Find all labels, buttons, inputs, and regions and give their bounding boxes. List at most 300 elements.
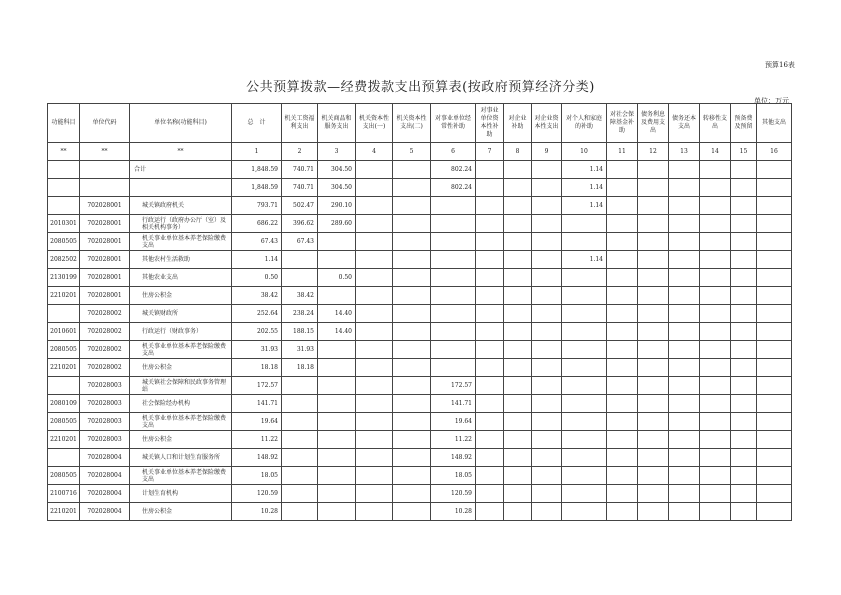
amount-cell [393, 269, 431, 287]
amount-cell: 304.50 [318, 179, 356, 197]
function-code-cell [48, 197, 80, 215]
amount-cell [638, 233, 669, 251]
amount-cell [282, 467, 318, 485]
amount-cell [669, 467, 700, 485]
function-code-cell [48, 161, 80, 179]
amount-cell: 802.24 [431, 179, 476, 197]
column-header: 机关商品和服务支出 [318, 104, 356, 143]
amount-cell [700, 503, 731, 521]
amount-cell [476, 449, 504, 467]
unit-name-cell: 住房公积金 [130, 503, 232, 521]
amount-cell [638, 287, 669, 305]
column-header: 对社会保障基金补助 [607, 104, 638, 143]
amount-cell [393, 179, 431, 197]
unit-name-cell: 住房公积金 [130, 431, 232, 449]
amount-cell [282, 395, 318, 413]
amount-cell [757, 305, 792, 323]
amount-cell [700, 377, 731, 395]
amount-cell [476, 413, 504, 431]
table-row [48, 251, 792, 269]
amount-cell [731, 503, 757, 521]
amount-cell [731, 197, 757, 215]
amount-cell [356, 269, 393, 287]
amount-cell: 1.14 [232, 251, 282, 269]
amount-cell [532, 395, 562, 413]
amount-cell [700, 359, 731, 377]
unit-name-cell: 城关镇人口和计划生育服务所 [130, 449, 232, 467]
amount-cell [393, 323, 431, 341]
amount-cell [504, 197, 532, 215]
amount-cell [532, 503, 562, 521]
column-header: 单位名称(功能科目) [130, 104, 232, 143]
amount-cell [356, 179, 393, 197]
amount-cell: 396.62 [282, 215, 318, 233]
amount-cell: 1.14 [562, 197, 607, 215]
amount-cell [731, 449, 757, 467]
amount-cell [318, 233, 356, 251]
amount-cell [431, 269, 476, 287]
amount-cell [504, 467, 532, 485]
amount-cell [757, 251, 792, 269]
table-row [48, 485, 792, 503]
amount-cell [532, 449, 562, 467]
amount-cell [700, 233, 731, 251]
amount-cell [731, 233, 757, 251]
amount-cell [669, 305, 700, 323]
amount-cell [504, 251, 532, 269]
amount-cell [532, 413, 562, 431]
amount-cell [476, 215, 504, 233]
amount-cell: 141.71 [431, 395, 476, 413]
amount-cell: 0.50 [232, 269, 282, 287]
amount-cell [731, 413, 757, 431]
amount-cell [700, 287, 731, 305]
amount-cell [562, 215, 607, 233]
amount-cell [532, 269, 562, 287]
table-body [48, 143, 792, 521]
amount-cell [318, 287, 356, 305]
amount-cell [532, 359, 562, 377]
amount-cell: 11.22 [431, 431, 476, 449]
amount-cell [504, 395, 532, 413]
amount-cell [504, 233, 532, 251]
unit-name-cell: 其他农业支出 [130, 269, 232, 287]
amount-cell [607, 179, 638, 197]
amount-cell [476, 161, 504, 179]
unit-name-cell: 机关事业单位基本养老保险缴费支出 [130, 341, 232, 359]
unit-code-cell: 702028001 [80, 287, 130, 305]
amount-cell [757, 377, 792, 395]
amount-cell [562, 503, 607, 521]
unit-name-cell: 行政运行（政府办公厅（室）及相关机构事务） [130, 215, 232, 233]
header-row [48, 104, 792, 143]
amount-cell [318, 377, 356, 395]
amount-cell [638, 485, 669, 503]
amount-cell [504, 179, 532, 197]
amount-cell [607, 269, 638, 287]
amount-cell [504, 449, 532, 467]
amount-cell [393, 287, 431, 305]
amount-cell [607, 233, 638, 251]
amount-cell [282, 413, 318, 431]
table-row [48, 323, 792, 341]
amount-cell [607, 359, 638, 377]
amount-cell [504, 287, 532, 305]
amount-cell [757, 287, 792, 305]
amount-cell [356, 377, 393, 395]
function-code-cell: 2080109 [48, 395, 80, 413]
amount-cell [731, 305, 757, 323]
amount-cell [282, 485, 318, 503]
amount-cell [532, 197, 562, 215]
unit-code-cell: 702028004 [80, 449, 130, 467]
amount-cell [476, 179, 504, 197]
amount-cell [669, 287, 700, 305]
amount-cell [393, 449, 431, 467]
column-index-cell: 15 [731, 143, 757, 161]
amount-cell [356, 485, 393, 503]
amount-cell [532, 251, 562, 269]
amount-cell: 202.55 [232, 323, 282, 341]
amount-cell: 1.14 [562, 179, 607, 197]
amount-cell [532, 341, 562, 359]
amount-cell [669, 413, 700, 431]
column-index-cell: 3 [318, 143, 356, 161]
amount-cell [356, 359, 393, 377]
amount-cell [731, 215, 757, 233]
table-row [48, 413, 792, 431]
amount-cell: 0.50 [318, 269, 356, 287]
amount-cell [318, 449, 356, 467]
amount-cell [431, 215, 476, 233]
amount-cell [318, 467, 356, 485]
amount-cell [669, 179, 700, 197]
function-code-cell [48, 449, 80, 467]
amount-cell [431, 197, 476, 215]
amount-cell [318, 395, 356, 413]
amount-cell [562, 233, 607, 251]
column-header: 对事业单位资本性补助 [476, 104, 504, 143]
amount-cell [700, 161, 731, 179]
amount-cell [757, 359, 792, 377]
column-header: 机关工资福利支出 [282, 104, 318, 143]
amount-cell [318, 359, 356, 377]
amount-cell [669, 161, 700, 179]
amount-cell: 120.59 [431, 485, 476, 503]
amount-cell [318, 413, 356, 431]
amount-cell [504, 377, 532, 395]
amount-cell [731, 161, 757, 179]
amount-cell [282, 251, 318, 269]
amount-cell [607, 251, 638, 269]
amount-cell [356, 161, 393, 179]
unit-name-cell: 住房公积金 [130, 359, 232, 377]
amount-cell [356, 287, 393, 305]
function-code-cell: 2080505 [48, 341, 80, 359]
amount-cell: 740.71 [282, 161, 318, 179]
column-index-cell: 14 [700, 143, 731, 161]
table-row [48, 215, 792, 233]
amount-cell [476, 305, 504, 323]
column-header: 债务还本支出 [669, 104, 700, 143]
amount-cell [318, 341, 356, 359]
amount-cell [757, 215, 792, 233]
amount-cell: 1.14 [562, 161, 607, 179]
amount-cell: 14.40 [318, 323, 356, 341]
amount-cell [504, 431, 532, 449]
amount-cell [669, 395, 700, 413]
table-row [48, 449, 792, 467]
column-index-cell: 16 [757, 143, 792, 161]
amount-cell [431, 323, 476, 341]
amount-cell [476, 431, 504, 449]
table-row [48, 233, 792, 251]
amount-cell [700, 215, 731, 233]
amount-cell [638, 449, 669, 467]
function-code-cell: 2010301 [48, 215, 80, 233]
amount-cell [532, 377, 562, 395]
amount-cell [669, 503, 700, 521]
amount-cell [318, 485, 356, 503]
amount-cell [638, 179, 669, 197]
amount-cell [638, 341, 669, 359]
amount-cell [318, 503, 356, 521]
amount-cell [757, 161, 792, 179]
unit-name-cell: 机关事业单位基本养老保险缴费支出 [130, 413, 232, 431]
amount-cell: 740.71 [282, 179, 318, 197]
amount-cell: 67.43 [232, 233, 282, 251]
amount-cell: 120.59 [232, 485, 282, 503]
unit-code-cell: 702028002 [80, 305, 130, 323]
amount-cell [607, 503, 638, 521]
amount-cell [757, 179, 792, 197]
column-index-cell: 10 [562, 143, 607, 161]
unit-code-cell: 702028002 [80, 323, 130, 341]
unit-name-cell: 机关事业单位基本养老保险缴费支出 [130, 467, 232, 485]
table-row [48, 305, 792, 323]
unit-code-cell [80, 161, 130, 179]
amount-cell [532, 485, 562, 503]
function-code-cell: 2210201 [48, 287, 80, 305]
amount-cell [757, 269, 792, 287]
amount-cell [431, 359, 476, 377]
amount-cell [356, 449, 393, 467]
amount-cell [669, 215, 700, 233]
amount-cell [393, 233, 431, 251]
amount-cell [700, 305, 731, 323]
unit-name-cell: 计划生育机构 [130, 485, 232, 503]
amount-cell [431, 251, 476, 269]
amount-cell [638, 251, 669, 269]
amount-cell [669, 197, 700, 215]
amount-cell [504, 341, 532, 359]
function-code-cell: 2080505 [48, 467, 80, 485]
amount-cell: 304.50 [318, 161, 356, 179]
amount-cell [700, 251, 731, 269]
function-code-cell: 2080505 [48, 413, 80, 431]
amount-cell [476, 395, 504, 413]
amount-cell [700, 467, 731, 485]
unit-code-cell: 702028004 [80, 503, 130, 521]
column-index-cell: ** [80, 143, 130, 161]
amount-cell [431, 305, 476, 323]
unit-code-cell: 702028003 [80, 377, 130, 395]
table-number-label: 预算16表 [765, 61, 795, 69]
amount-cell [532, 215, 562, 233]
amount-cell [562, 431, 607, 449]
amount-cell [731, 431, 757, 449]
amount-cell: 11.22 [232, 431, 282, 449]
amount-cell [476, 251, 504, 269]
amount-cell: 1.14 [562, 251, 607, 269]
amount-cell [356, 431, 393, 449]
amount-cell [638, 377, 669, 395]
unit-name-cell: 城关镇社会保障和民政事务管理站 [130, 377, 232, 395]
amount-cell [562, 287, 607, 305]
amount-cell [607, 395, 638, 413]
amount-cell [356, 503, 393, 521]
amount-cell [669, 233, 700, 251]
amount-cell [700, 485, 731, 503]
amount-cell [532, 467, 562, 485]
amount-cell [700, 431, 731, 449]
unit-name-cell: 社会保险经办机构 [130, 395, 232, 413]
function-code-cell: 2080505 [48, 233, 80, 251]
amount-cell [669, 449, 700, 467]
column-header: 单位代码 [80, 104, 130, 143]
amount-cell [607, 485, 638, 503]
amount-cell [757, 485, 792, 503]
unit-label: 单位：万元 [754, 97, 789, 105]
amount-cell [731, 251, 757, 269]
amount-cell: 19.64 [232, 413, 282, 431]
amount-cell [757, 323, 792, 341]
table-header [48, 104, 792, 143]
amount-cell [504, 269, 532, 287]
unit-code-cell: 702028002 [80, 359, 130, 377]
column-index-cell: ** [130, 143, 232, 161]
amount-cell [476, 233, 504, 251]
function-code-cell: 2210201 [48, 503, 80, 521]
amount-cell [607, 449, 638, 467]
amount-cell [504, 323, 532, 341]
amount-cell [731, 269, 757, 287]
amount-cell: 18.05 [431, 467, 476, 485]
amount-cell [562, 341, 607, 359]
amount-cell [476, 359, 504, 377]
amount-cell [638, 395, 669, 413]
amount-cell [393, 341, 431, 359]
amount-cell [700, 323, 731, 341]
amount-cell: 793.71 [232, 197, 282, 215]
unit-name-cell: 其他农村生活救助 [130, 251, 232, 269]
amount-cell [393, 395, 431, 413]
amount-cell [669, 269, 700, 287]
amount-cell: 38.42 [232, 287, 282, 305]
amount-cell [356, 323, 393, 341]
amount-cell [638, 161, 669, 179]
function-code-cell: 2082502 [48, 251, 80, 269]
unit-code-cell: 702028004 [80, 485, 130, 503]
unit-name-cell [130, 179, 232, 197]
function-code-cell: 2100716 [48, 485, 80, 503]
amount-cell [393, 467, 431, 485]
column-header: 对企业补助 [504, 104, 532, 143]
amount-cell [532, 431, 562, 449]
amount-cell: 238.24 [282, 305, 318, 323]
function-code-cell [48, 305, 80, 323]
amount-cell [504, 485, 532, 503]
amount-cell [393, 503, 431, 521]
unit-name-cell: 住房公积金 [130, 287, 232, 305]
amount-cell: 148.92 [232, 449, 282, 467]
amount-cell [638, 431, 669, 449]
function-code-cell [48, 179, 80, 197]
unit-code-cell: 702028003 [80, 395, 130, 413]
column-index-cell: 13 [669, 143, 700, 161]
amount-cell [476, 269, 504, 287]
amount-cell [282, 377, 318, 395]
amount-cell [431, 341, 476, 359]
amount-cell [669, 359, 700, 377]
amount-cell [731, 467, 757, 485]
amount-cell: 38.42 [282, 287, 318, 305]
amount-cell: 148.92 [431, 449, 476, 467]
amount-cell [638, 269, 669, 287]
column-header: 转移性支出 [700, 104, 731, 143]
amount-cell [504, 161, 532, 179]
column-header: 机关资本性支出(一) [356, 104, 393, 143]
column-header: 机关资本性支出(二) [393, 104, 431, 143]
amount-cell [562, 269, 607, 287]
amount-cell [669, 485, 700, 503]
amount-cell [562, 467, 607, 485]
column-header: 对企业资本性支出 [532, 104, 562, 143]
amount-cell [532, 161, 562, 179]
column-index-cell: 4 [356, 143, 393, 161]
amount-cell [638, 503, 669, 521]
function-code-cell: 2010601 [48, 323, 80, 341]
amount-cell [669, 251, 700, 269]
amount-cell: 172.57 [232, 377, 282, 395]
unit-code-cell: 702028001 [80, 215, 130, 233]
amount-cell: 502.47 [282, 197, 318, 215]
unit-name-cell: 城关镇财政所 [130, 305, 232, 323]
amount-cell [282, 431, 318, 449]
amount-cell [607, 431, 638, 449]
function-code-cell: 2210201 [48, 359, 80, 377]
column-header: 对个人和家庭的补助 [562, 104, 607, 143]
table-row [48, 269, 792, 287]
amount-cell [393, 161, 431, 179]
amount-cell [607, 161, 638, 179]
amount-cell [607, 323, 638, 341]
amount-cell [731, 287, 757, 305]
amount-cell [532, 179, 562, 197]
amount-cell: 188.15 [282, 323, 318, 341]
amount-cell [356, 413, 393, 431]
amount-cell [476, 341, 504, 359]
amount-cell: 10.28 [232, 503, 282, 521]
amount-cell [562, 359, 607, 377]
function-code-cell: 2130199 [48, 269, 80, 287]
amount-cell [393, 305, 431, 323]
amount-cell [607, 287, 638, 305]
amount-cell [757, 431, 792, 449]
amount-cell [532, 233, 562, 251]
column-index-cell: ** [48, 143, 80, 161]
amount-cell: 802.24 [431, 161, 476, 179]
